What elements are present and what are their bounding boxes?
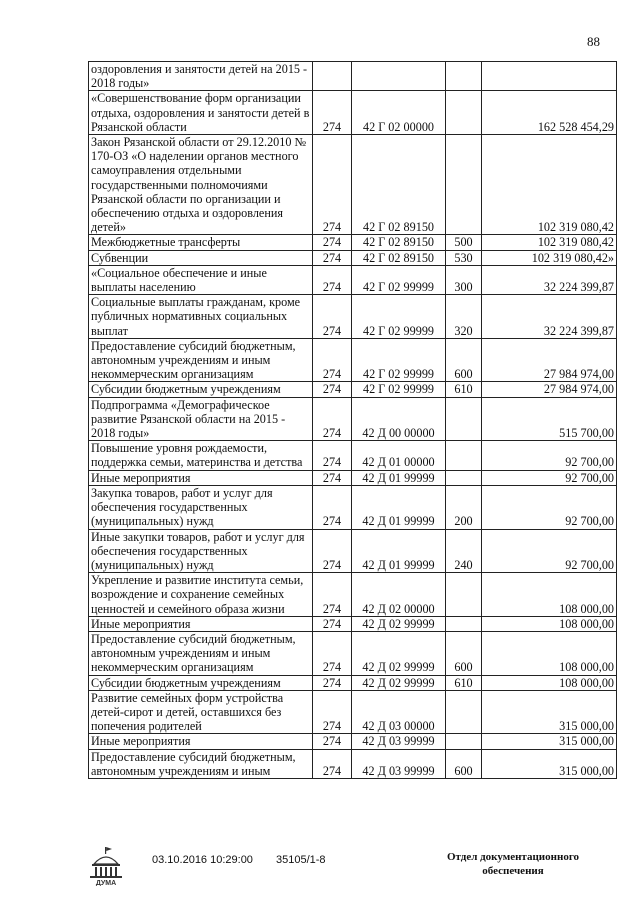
row-name: Повышение уровня рождаемости, поддержка семьи, материнства и детства <box>89 441 313 470</box>
table-row <box>89 573 617 617</box>
row-csr: 42 Д 01 00000 <box>352 441 446 470</box>
row-vr <box>446 616 482 631</box>
row-sum: 92 700,00 <box>482 470 617 485</box>
row-csr: 42 Д 01 99999 <box>352 470 446 485</box>
row-ved: 274 <box>313 734 352 749</box>
row-ved: 274 <box>313 690 352 734</box>
table-row <box>89 397 617 441</box>
row-sum: 315 000,00 <box>482 749 617 778</box>
row-vr <box>446 573 482 617</box>
row-csr: 42 Д 03 99999 <box>352 734 446 749</box>
row-vr: 600 <box>446 338 482 382</box>
table-row <box>89 470 617 485</box>
row-vr: 500 <box>446 235 482 250</box>
row-sum: 108 000,00 <box>482 675 617 690</box>
table-row <box>89 382 617 397</box>
row-vr: 530 <box>446 250 482 265</box>
row-name: Предоставление субсидий бюджетным, автономным учреждениям и иным некоммерческим организациям <box>89 338 313 382</box>
table-row <box>89 235 617 250</box>
table-row <box>89 62 617 91</box>
row-vr: 300 <box>446 265 482 294</box>
row-name: Иные закупки товаров, работ и услуг для обеспечения государственных (муниципальных) нужд <box>89 529 313 573</box>
row-csr: 42 Д 02 99999 <box>352 616 446 631</box>
row-csr: 42 Д 02 00000 <box>352 573 446 617</box>
row-name: Закупка товаров, работ и услуг для обеспечения государственных (муниципальных) нужд <box>89 485 313 529</box>
row-sum: 32 224 399,87 <box>482 295 617 339</box>
row-name: Субсидии бюджетным учреждениям <box>89 675 313 690</box>
row-ved: 274 <box>313 616 352 631</box>
row-ved: 274 <box>313 675 352 690</box>
footer-doc-code: 35105/1-8 <box>276 854 326 866</box>
row-csr: 42 Д 01 99999 <box>352 485 446 529</box>
emblem-label: ДУМА <box>95 880 117 886</box>
row-csr: 42 Г 02 89150 <box>352 250 446 265</box>
row-csr: 42 Д 00 00000 <box>352 397 446 441</box>
row-name: Иные мероприятия <box>89 734 313 749</box>
row-name: Субвенции <box>89 250 313 265</box>
row-name: Подпрограмма «Демографическое развитие Рязанской области на 2015 - 2018 годы» <box>89 397 313 441</box>
row-ved: 274 <box>313 250 352 265</box>
row-csr: 42 Д 03 00000 <box>352 690 446 734</box>
row-ved: 274 <box>313 135 352 235</box>
row-sum <box>482 62 617 91</box>
row-ved: 274 <box>313 441 352 470</box>
row-csr: 42 Д 01 99999 <box>352 529 446 573</box>
row-csr: 42 Г 02 00000 <box>352 91 446 135</box>
table-row <box>89 529 617 573</box>
page-number: 88 <box>587 34 600 49</box>
table-row <box>89 734 617 749</box>
row-sum: 27 984 974,00 <box>482 382 617 397</box>
duma-emblem-icon <box>88 846 124 886</box>
row-sum: 108 000,00 <box>482 631 617 675</box>
row-name: «Социальное обеспечение и иные выплаты населению <box>89 265 313 294</box>
row-ved: 274 <box>313 265 352 294</box>
row-vr <box>446 734 482 749</box>
row-csr: 42 Г 02 99999 <box>352 338 446 382</box>
row-ved: 274 <box>313 749 352 778</box>
budget-table <box>88 61 617 779</box>
row-vr <box>446 470 482 485</box>
table-row <box>89 485 617 529</box>
row-sum: 92 700,00 <box>482 441 617 470</box>
row-csr: 42 Г 02 89150 <box>352 135 446 235</box>
row-sum: 108 000,00 <box>482 616 617 631</box>
row-ved: 274 <box>313 338 352 382</box>
row-vr <box>446 441 482 470</box>
row-vr: 200 <box>446 485 482 529</box>
table-row <box>89 675 617 690</box>
row-sum: 92 700,00 <box>482 485 617 529</box>
table-row <box>89 91 617 135</box>
row-vr <box>446 397 482 441</box>
row-ved: 274 <box>313 529 352 573</box>
row-sum: 102 319 080,42» <box>482 250 617 265</box>
table-row <box>89 616 617 631</box>
row-name: Предоставление субсидий бюджетным, автономным учреждениям и иным некоммерческим организациям <box>89 631 313 675</box>
row-sum: 27 984 974,00 <box>482 338 617 382</box>
row-name: Социальные выплаты гражданам, кроме публичных нормативных социальных выплат <box>89 295 313 339</box>
row-vr: 600 <box>446 749 482 778</box>
row-name: Субсидии бюджетным учреждениям <box>89 382 313 397</box>
table-row <box>89 250 617 265</box>
table-row <box>89 295 617 339</box>
table-row <box>89 338 617 382</box>
row-ved: 274 <box>313 485 352 529</box>
budget-table-body <box>89 62 617 779</box>
row-name: Укрепление и развитие института семьи, возрождение и сохранение семейных ценностей и семейного образа жизни <box>89 573 313 617</box>
row-name: Иные мероприятия <box>89 616 313 631</box>
row-vr <box>446 135 482 235</box>
table-row <box>89 265 617 294</box>
row-vr <box>446 91 482 135</box>
row-vr: 610 <box>446 382 482 397</box>
row-name: Межбюджетные трансферты <box>89 235 313 250</box>
row-sum: 108 000,00 <box>482 573 617 617</box>
row-ved: 274 <box>313 382 352 397</box>
table-row <box>89 135 617 235</box>
row-name: «Совершенствование форм организации отдыха, оздоровления и занятости детей в Рязанской области <box>89 91 313 135</box>
row-csr: 42 Г 02 89150 <box>352 235 446 250</box>
footer <box>88 846 593 896</box>
row-sum: 162 528 454,29 <box>482 91 617 135</box>
row-sum: 102 319 080,42 <box>482 235 617 250</box>
row-vr <box>446 62 482 91</box>
row-csr: 42 Д 03 99999 <box>352 749 446 778</box>
row-name: оздоровления и занятости детей на 2015 - 2018 годы» <box>89 62 313 91</box>
row-ved: 274 <box>313 470 352 485</box>
table-row <box>89 749 617 778</box>
row-csr <box>352 62 446 91</box>
footer-department: Отдел документационного обеспечения <box>446 851 580 877</box>
row-ved: 274 <box>313 397 352 441</box>
row-sum: 102 319 080,42 <box>482 135 617 235</box>
row-sum: 92 700,00 <box>482 529 617 573</box>
row-name: Закон Рязанской области от 29.12.2010 № 170-ОЗ «О наделении органов местного самоуправления отдельными государственными полномочиями Рязанской области по организации и обеспечению отдыха и оздоровления детей» <box>89 135 313 235</box>
table-row <box>89 441 617 470</box>
row-vr: 610 <box>446 675 482 690</box>
row-vr: 600 <box>446 631 482 675</box>
row-csr: 42 Д 02 99999 <box>352 675 446 690</box>
row-csr: 42 Д 02 99999 <box>352 631 446 675</box>
table-row <box>89 690 617 734</box>
footer-date: 03.10.2016 10:29:00 <box>152 854 253 866</box>
row-ved: 274 <box>313 91 352 135</box>
row-csr: 42 Г 02 99999 <box>352 295 446 339</box>
row-csr: 42 Г 02 99999 <box>352 265 446 294</box>
row-sum: 32 224 399,87 <box>482 265 617 294</box>
row-ved: 274 <box>313 631 352 675</box>
row-ved: 274 <box>313 573 352 617</box>
row-sum: 315 000,00 <box>482 690 617 734</box>
row-vr: 320 <box>446 295 482 339</box>
row-name: Иные мероприятия <box>89 470 313 485</box>
table-row <box>89 631 617 675</box>
row-vr: 240 <box>446 529 482 573</box>
row-ved: 274 <box>313 235 352 250</box>
row-name: Предоставление субсидий бюджетным, автономным учреждениям и иным <box>89 749 313 778</box>
row-name: Развитие семейных форм устройства детей-сирот и детей, оставшихся без попечения родителей <box>89 690 313 734</box>
row-sum: 515 700,00 <box>482 397 617 441</box>
row-ved <box>313 62 352 91</box>
row-sum: 315 000,00 <box>482 734 617 749</box>
row-vr <box>446 690 482 734</box>
row-ved: 274 <box>313 295 352 339</box>
row-csr: 42 Г 02 99999 <box>352 382 446 397</box>
